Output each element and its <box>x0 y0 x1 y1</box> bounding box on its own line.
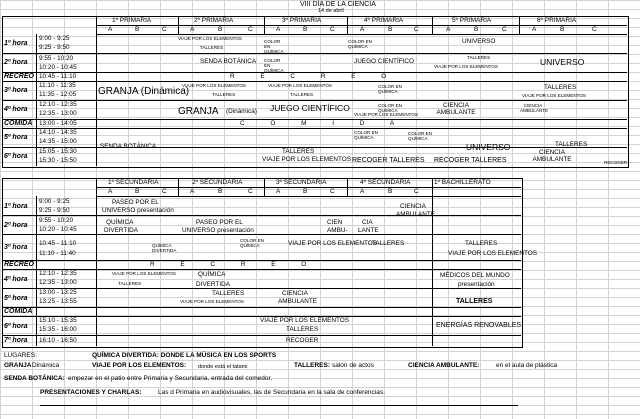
slot-time: 14:10 - 14:35 <box>39 129 77 136</box>
slot-time: 12:10 - 12:35 <box>39 101 77 108</box>
slot-time: 14:35 - 15:00 <box>39 138 77 145</box>
cell-dinamica: (Dinámica) <box>226 108 257 115</box>
cell-viaje: VIAJE POR LOS ELEMENTOS <box>260 317 350 324</box>
cell-talleres: TALLERES <box>372 240 405 247</box>
subgroup-b: B <box>303 26 308 33</box>
footer-talleres-label: TALLERES: <box>294 362 330 369</box>
subgroup-c: C <box>414 26 419 33</box>
cell-ambu: AMBU- <box>327 227 348 234</box>
cell-talleres: TALLERES <box>290 92 314 97</box>
footer-quimica: QUÍMICA DIVERTIDA: DONDE LA MÚSICA EN LOS SPORTS <box>92 352 277 359</box>
slot-time: 15:10 - 15:35 <box>39 317 77 324</box>
cell-paseo: PASEO POR EL <box>196 219 243 226</box>
subgroup-a: A <box>276 26 281 33</box>
cell-quimica: QUÍMICA <box>106 219 134 226</box>
slot-label: 7º hora <box>4 337 28 344</box>
cell-viaje: VIAJE POR LOS ELEMENTOS <box>180 299 244 304</box>
subgroup-c: C <box>162 26 167 33</box>
cell-senda: SENDA BOTÁNICA <box>200 58 257 65</box>
slot-time: 11:10 - 11:35 <box>39 82 76 89</box>
subgroup-c: C <box>248 188 253 195</box>
cell-viaje: VIAJE POR LOS ELEMENTOS <box>354 112 418 117</box>
subgroup-b: B <box>218 26 223 33</box>
subgroup-a: A <box>108 188 113 195</box>
subgroup-a: A <box>276 188 281 195</box>
subgroup-b: B <box>388 188 393 195</box>
subgroup-b: B <box>474 26 479 33</box>
cell-talleres: TALLERES <box>544 84 577 91</box>
slot-label: 5º hora <box>4 134 28 141</box>
cell-viaje: VIAJE POR LOS ELEMENTOS <box>448 250 538 257</box>
slot-time: 15:30 - 15:50 <box>39 157 77 164</box>
recreo-banner: R E C R E O <box>150 261 319 268</box>
grade-header-1b: 1º BACHILLERATO <box>434 179 491 186</box>
cell-lante: LANTE <box>358 227 379 234</box>
subgroup-c: C <box>414 188 419 195</box>
footer-viaje-label: VIAJE POR LOS ELEMENTOS: <box>92 362 187 369</box>
cell-paseo: PASEO POR EL <box>112 199 159 206</box>
slot-time: 9:55 - 10:20 <box>39 55 74 62</box>
cell-universo: UNIVERSO <box>466 142 511 152</box>
cell-ciencia: CIENCIA <box>400 203 426 210</box>
grade-header-4p: 4º PRIMARIA <box>364 17 404 24</box>
slot-time: 11:10 - 11:40 <box>39 250 76 257</box>
footer-ciencia-label: CIENCIA AMBULANTE: <box>408 362 480 369</box>
subgroup-a: A <box>190 26 195 33</box>
subgroup-c: C <box>162 188 167 195</box>
slot-time: 12:35 - 13:00 <box>39 110 77 117</box>
slot-label: 6º hora <box>4 153 28 160</box>
slot-time: 13:00 - 13:25 <box>39 289 77 296</box>
slot-label: 2º hora <box>4 222 28 229</box>
cell-cien: CIEN <box>327 219 343 226</box>
cell-viaje: VIAJE POR LOS ELEMENTOS <box>182 83 246 88</box>
slot-label: RECREO <box>4 73 34 80</box>
cell-energias: ENERGÍAS RENOVABLES <box>436 322 522 329</box>
cell-color-quimica: COLOR EN QUÍMICA <box>408 131 432 141</box>
cell-recoger-talleres: RECOGER TALLERES <box>434 157 507 164</box>
slot-label: COMIDA <box>4 308 33 315</box>
subgroup-a: A <box>190 188 195 195</box>
cell-color-quimica: COLOR EN QUÍMICA <box>264 58 284 73</box>
slot-time: 9:00 - 9:25 <box>39 35 70 42</box>
subgroup-a: A <box>360 26 365 33</box>
grade-header-2s: 2º SECUNDARIA <box>192 179 243 186</box>
cell-paseo: UNIVERSO presentación <box>182 227 254 234</box>
subgroup-a: A <box>360 188 365 195</box>
subgroup-a: A <box>532 26 537 33</box>
cell-talleres: TALLERES <box>286 326 319 333</box>
cell-viaje: VIAJE POR LOS ELEMENTOS <box>262 156 352 163</box>
footer-present-value: Las d Primaria en audiovisuales, las de Secundaria en la sala de conferencias. <box>158 389 385 396</box>
cell-ciencia-ambulante: CIENCIA AMBULANTE <box>520 103 549 113</box>
comida-banner: C O M I D A <box>240 120 407 127</box>
cell-viaje: VIAJE POR LOS ELEMENTOS <box>434 64 498 69</box>
cell-talleres: TALLERES <box>200 45 224 50</box>
slot-time: 9:25 - 9:50 <box>39 44 70 51</box>
subgroup-c: C <box>502 26 507 33</box>
slot-label: 5º hora <box>4 295 28 302</box>
footer-lugares: LUGARES: <box>4 352 37 359</box>
cell-talleres: TALLERES <box>467 55 491 60</box>
cell-medicos: presentación <box>458 281 495 288</box>
grade-header-3p: 3º PRIMARIA <box>282 17 322 24</box>
cell-quimica: QUÍMICA <box>198 271 226 278</box>
cell-talleres: TALLERES <box>212 92 236 97</box>
cell-universo: UNIVERSO <box>462 38 496 45</box>
footer-talleres-value: salón de actos <box>332 362 374 369</box>
cell-ciencia: CIENCIA <box>282 290 308 297</box>
slot-label: 4º hora <box>4 106 28 113</box>
footer-ciencia-value: en el aula de plástica <box>496 362 558 369</box>
cell-ciencia-ambulante: CIENCIA AMBULANTE <box>532 149 572 163</box>
cell-viaje: VIAJE POR LOS ELEMENTOS <box>112 271 176 276</box>
cell-medicos: MÉDICOS DEL MUNDO <box>440 272 510 279</box>
cell-universo: UNIVERSO <box>540 57 585 67</box>
event-date: 14 de abril <box>318 8 344 14</box>
subgroup-b: B <box>218 188 223 195</box>
subgroup-a: A <box>446 26 451 33</box>
slot-time: 16:10 - 16:50 <box>39 337 77 344</box>
cell-viaje: VIAJE POR LOS ELEMENTOS <box>288 240 378 247</box>
cell-color-quimica: COLOR EN QUÍMICA <box>354 130 378 140</box>
subgroup-b: B <box>135 188 140 195</box>
slot-label: 2º hora <box>4 59 28 66</box>
slot-time: 9:00 - 9:25 <box>39 198 70 205</box>
cell-granja-dinamica: GRANJA (Dinámica) <box>98 86 190 97</box>
slot-time: 9:55 - 10:20 <box>39 217 74 224</box>
slot-time: 13:00 - 14:05 <box>39 120 77 127</box>
subgroup-c: C <box>592 26 597 33</box>
footer-senda-label: SENDA BOTÁNICA: <box>4 375 65 382</box>
slot-time: 15:05 - 15:30 <box>39 148 77 155</box>
grade-header-2p: 2º PRIMARIA <box>194 17 234 24</box>
slot-time: 9:25 - 9:50 <box>39 207 70 214</box>
cell-color-quimica: COLOR EN QUÍMICA <box>378 84 402 94</box>
slot-time: 10:45 - 11:10 <box>39 240 77 247</box>
slot-time: 10:20 - 10:45 <box>39 64 77 71</box>
subgroup-b: B <box>135 26 140 33</box>
cell-cia: CIA <box>362 219 373 226</box>
cell-color-quimica: COLOR EN QUÍMICA <box>264 39 284 54</box>
cell-talleres: TALLERES <box>456 298 493 305</box>
subgroup-b: B <box>303 188 308 195</box>
slot-label: RECREO <box>4 261 34 268</box>
slot-label: 1º hora <box>4 40 28 47</box>
cell-ciencia-ambulante: CIENCIA AMBULANTE <box>436 102 476 116</box>
footer-senda-value: empezar en el patio entre Primaria y Secundaria, entrada del comedor. <box>68 375 273 382</box>
footer-viaje-value: donde está el tatami <box>198 364 248 370</box>
cell-viaje: VIAJE POR LOS ELEMENTOS <box>522 93 586 98</box>
cell-recoger: RECOGER <box>286 337 319 344</box>
grade-header-5p: 5º PRIMARIA <box>452 17 492 24</box>
event-title: VIII DÍA DE LA CIENCIA <box>300 1 376 8</box>
cell-ambulante: AMBULANTE <box>396 211 436 218</box>
grade-header-3s: 3º SECUNDARIA <box>276 179 327 186</box>
cell-color-quimica: COLOR EN QUÍMICA <box>348 39 372 49</box>
slot-time: 10:45 - 11:10 <box>39 73 77 80</box>
cell-quimica: QUÍMICA DIVERTIDA <box>152 243 177 253</box>
cell-color-quimica: COLOR EN QUÍMICA <box>240 238 264 248</box>
cell-talleres: TALLERES <box>465 240 498 247</box>
cell-recoger: RECOGER <box>604 160 628 165</box>
cell-juego: JUEGO CIENTÍFICO <box>354 58 415 65</box>
cell-recoger-talleres: RECOGER TALLERES <box>352 157 425 164</box>
slot-label: 4º hora <box>4 276 28 283</box>
subgroup-b: B <box>388 26 393 33</box>
slot-time: 13:25 - 13:55 <box>39 298 77 305</box>
subgroup-c: C <box>330 26 335 33</box>
subgroup-c: C <box>330 188 335 195</box>
subgroup-c: C <box>248 26 253 33</box>
cell-quimica: DIVERTIDA <box>104 227 138 234</box>
grade-header-1s: 1º SECUNDARIA <box>108 179 159 186</box>
subgroup-b: B <box>560 26 565 33</box>
cell-ambulante: AMBULANTE <box>278 298 318 305</box>
cell-viaje: VIAJE POR LOS ELEMENTOS <box>268 83 332 88</box>
slot-time: 12:10 - 12:35 <box>39 270 77 277</box>
slot-label: 3º hora <box>4 244 28 251</box>
grade-header-4s: 4º SECUNDARIA <box>360 179 411 186</box>
slot-label: 3º hora <box>4 87 28 94</box>
grade-header-1p: 1º PRIMARIA <box>112 17 152 24</box>
footer-granja-value: - Dinámica <box>28 362 60 369</box>
slot-label: 6º hora <box>4 323 28 330</box>
cell-talleres: TALLERES <box>555 141 588 148</box>
footer-granja-label: GRANJA <box>4 362 32 369</box>
subgroup-a: A <box>108 26 113 33</box>
cell-color-quimica: COLOR EN QUÍMICA <box>378 103 402 113</box>
recreo-banner: R E C R E O <box>230 73 399 80</box>
grade-header-6p: 6º PRIMARIA <box>537 17 577 24</box>
cell-senda: SENDA BOTÁNICA <box>100 143 157 150</box>
footer-present-label: PRESENTACIONES Y CHARLAS: <box>40 389 142 396</box>
cell-talleres: TALLERES <box>118 281 142 286</box>
cell-talleres: TALLERES <box>282 148 315 155</box>
slot-time: 10:20 - 10:45 <box>39 226 77 233</box>
cell-quimica: DIVERTIDA <box>196 281 230 288</box>
slot-label: 1º hora <box>4 203 28 210</box>
slot-time: 15:35 - 16:00 <box>39 326 77 333</box>
slot-time: 11:35 - 12:05 <box>39 91 77 98</box>
slot-label: COMIDA <box>4 120 33 127</box>
cell-talleres: TALLERES <box>212 290 245 297</box>
slot-time: 12:35 - 13:00 <box>39 279 77 286</box>
cell-juego: JUEGO CIENTÍFICO <box>270 103 350 113</box>
cell-viaje: VIAJE POR LOS ELEMENTOS <box>178 36 242 41</box>
cell-granja: GRANJA <box>178 106 219 117</box>
cell-paseo: UNIVERSO presentación <box>102 207 174 214</box>
